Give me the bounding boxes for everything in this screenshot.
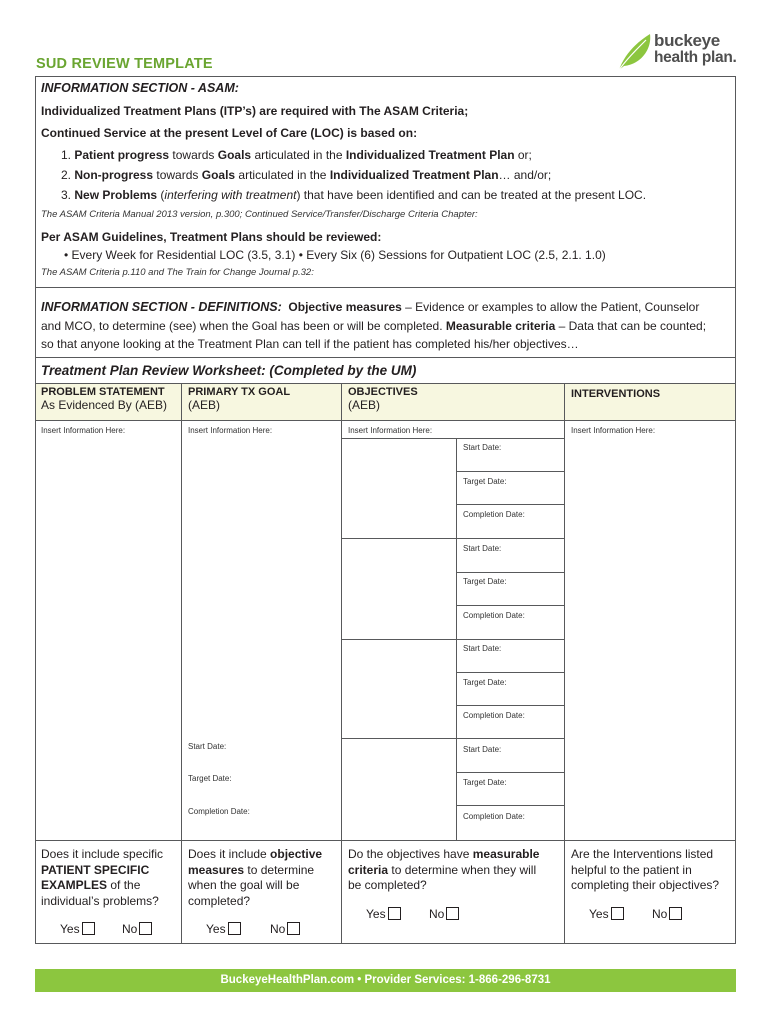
definitions-line1: INFORMATION SECTION - DEFINITIONS: Objective measures – Evidence or examples to allow the Patient, Counselor (41, 300, 700, 314)
question-measurable-criteria: Do the objectives have measurable criteria to determine when they will be completed? (348, 847, 540, 892)
col-header-objectives: OBJECTIVES (AEB) (348, 386, 418, 412)
q1-no-option[interactable]: No (122, 922, 152, 936)
q3-yes-checkbox[interactable] (388, 907, 401, 920)
col-header-problem: PROBLEM STATEMENT As Evidenced By (AEB) (41, 386, 168, 412)
definitions-line3: so that anyone looking at the Treatment Plan can tell if the patient has completed his/her objectives… (41, 337, 579, 351)
question-patient-examples: Does it include specific PATIENT SPECIFIC EXAMPLES of the individual’s problems? (41, 847, 164, 908)
divider (36, 357, 735, 358)
asam-item-3: 3. New Problems (interfering with treatment) that have been identified and can be treated at the present LOC. (61, 188, 647, 202)
problem-input[interactable]: Insert Information Here: (41, 426, 126, 435)
q4-yes-checkbox[interactable] (611, 907, 624, 920)
asam-citation-1: The ASAM Criteria Manual 2013 version, p.300; Continued Service/Transfer/Discharge Criteria Chapter: (41, 209, 478, 220)
footer-bar: BuckeyeHealthPlan.com • Provider Services: 1-866-296-8731 (35, 969, 736, 992)
q1-no-checkbox[interactable] (139, 922, 152, 935)
q4-no-checkbox[interactable] (669, 907, 682, 920)
question-interventions-helpful: Are the Interventions listed helpful to the patient in completing their objectives? (571, 847, 720, 892)
divider (456, 672, 564, 673)
column-divider (181, 383, 182, 943)
divider (341, 639, 564, 640)
worksheet-title: Treatment Plan Review Worksheet: (Completed by the UM) (41, 363, 417, 378)
q2-no-option[interactable]: No (270, 922, 300, 936)
divider (456, 605, 564, 606)
objectives-input[interactable]: Insert Information Here: (348, 426, 433, 435)
q2-no-checkbox[interactable] (287, 922, 300, 935)
objective-3-target-date[interactable]: Target Date: (463, 678, 507, 687)
asam-line1: Individualized Treatment Plans (ITP’s) are required with The ASAM Criteria; (41, 104, 469, 118)
divider (341, 738, 564, 739)
leaf-icon (616, 30, 656, 74)
buckeye-logo (616, 30, 746, 74)
interventions-input[interactable]: Insert Information Here: (571, 426, 656, 435)
page-title: SUD REVIEW TEMPLATE (36, 56, 213, 72)
divider (456, 772, 564, 773)
q4-yes-option[interactable]: Yes (589, 907, 624, 921)
divider (341, 538, 564, 539)
question-objective-measures: Does it include objective measures to determine when the goal will be completed? (188, 847, 323, 908)
q3-no-option[interactable]: No (429, 907, 459, 921)
divider (456, 471, 564, 472)
review-line: • Every Week for Residential LOC (3.5, 3.1) • Every Six (6) Sessions for Outpatient LOC (2.5, 2.1. 1.0) (64, 248, 606, 262)
col-header-goal: PRIMARY TX GOAL (AEB) (188, 386, 291, 412)
q3-yes-option[interactable]: Yes (366, 907, 401, 921)
col-header-interventions: INTERVENTIONS (571, 388, 661, 400)
asam-heading: INFORMATION SECTION - ASAM: (41, 81, 239, 95)
divider (36, 287, 735, 288)
form-frame (35, 76, 736, 944)
divider (456, 705, 564, 706)
divider (341, 438, 564, 439)
logo-line2: health plan. (654, 49, 737, 66)
goal-start-date[interactable]: Start Date: (188, 742, 227, 751)
objective-3-start-date[interactable]: Start Date: (463, 644, 502, 653)
objective-4-completion-date[interactable]: Completion Date: (463, 812, 525, 821)
objective-3-completion-date[interactable]: Completion Date: (463, 711, 525, 720)
objective-4-target-date[interactable]: Target Date: (463, 778, 507, 787)
goal-completion-date[interactable]: Completion Date: (188, 807, 250, 816)
q3-no-checkbox[interactable] (446, 907, 459, 920)
objective-1-start-date[interactable]: Start Date: (463, 443, 502, 452)
asam-item-2: 2. Non-progress towards Goals articulated in the Individualized Treatment Plan… and/or; (61, 168, 552, 182)
asam-citation-2: The ASAM Criteria p.110 and The Train for Change Journal p.32: (41, 267, 314, 278)
divider (36, 840, 735, 841)
q4-no-option[interactable]: No (652, 907, 682, 921)
objective-1-completion-date[interactable]: Completion Date: (463, 510, 525, 519)
divider (456, 504, 564, 505)
asam-line2: Continued Service at the present Level of Care (LOC) is based on: (41, 126, 418, 140)
divider (456, 572, 564, 573)
column-divider (341, 383, 342, 943)
q2-yes-option[interactable]: Yes (206, 922, 241, 936)
objective-2-target-date[interactable]: Target Date: (463, 577, 507, 586)
objective-2-completion-date[interactable]: Completion Date: (463, 611, 525, 620)
divider (36, 383, 735, 384)
logo-line1: buckeye (654, 31, 720, 50)
column-divider (564, 383, 565, 943)
definitions-line2: and MCO, to determine (see) when the Goal has been or will be completed. Measurable criteria – Data that can be counted; (41, 319, 707, 333)
goal-input[interactable]: Insert Information Here: (188, 426, 273, 435)
goal-target-date[interactable]: Target Date: (188, 774, 232, 783)
q2-yes-checkbox[interactable] (228, 922, 241, 935)
objective-4-start-date[interactable]: Start Date: (463, 745, 502, 754)
divider (456, 805, 564, 806)
objective-1-target-date[interactable]: Target Date: (463, 477, 507, 486)
q1-yes-option[interactable]: Yes (60, 922, 95, 936)
objective-2-start-date[interactable]: Start Date: (463, 544, 502, 553)
asam-item-1: 1. Patient progress towards Goals articulated in the Individualized Treatment Plan or; (61, 148, 532, 162)
review-heading: Per ASAM Guidelines, Treatment Plans should be reviewed: (41, 230, 382, 244)
divider (36, 420, 735, 421)
q1-yes-checkbox[interactable] (82, 922, 95, 935)
